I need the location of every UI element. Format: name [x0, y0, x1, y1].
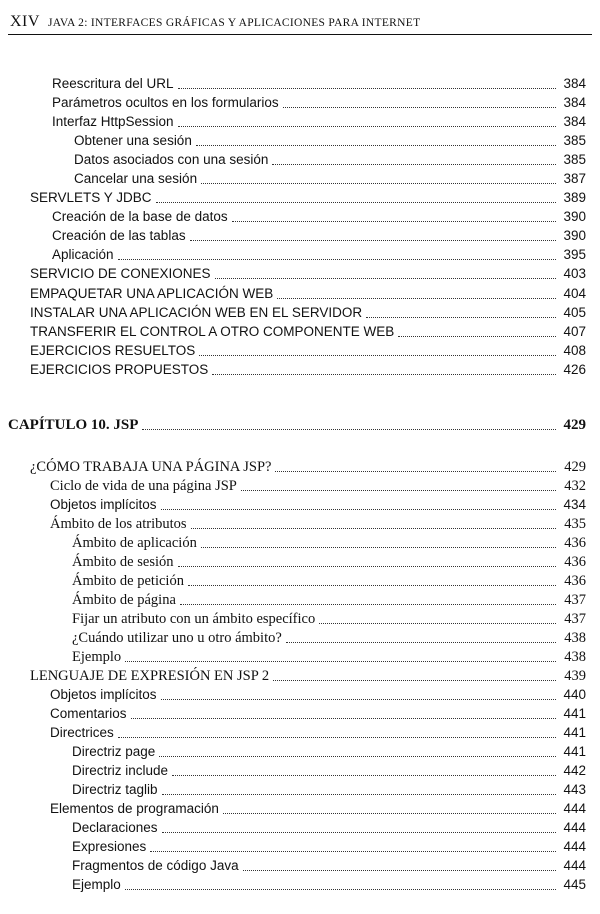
toc-entry[interactable]: INSTALAR UNA APLICACIÓN WEB EN EL SERVIDOR 405: [30, 305, 586, 320]
toc-entry[interactable]: Ámbito de petición 436: [72, 573, 586, 589]
toc-entry[interactable]: Elementos de programación 444: [50, 801, 586, 816]
toc-entry[interactable]: Ciclo de vida de una página JSP 432: [50, 478, 586, 494]
toc-entry[interactable]: Creación de la base de datos 390: [52, 209, 586, 224]
page-number: XIV: [10, 13, 40, 30]
toc-entry[interactable]: Aplicación 395: [52, 247, 586, 262]
toc-entry[interactable]: TRANSFERIR EL CONTROL A OTRO COMPONENTE WEB 407: [30, 324, 586, 339]
toc-entry[interactable]: Comentarios 441: [50, 706, 586, 721]
toc-entry[interactable]: Directriz page 441: [72, 744, 586, 759]
toc-entry[interactable]: EJERCICIOS RESUELTOS 408: [30, 343, 586, 358]
toc-entry[interactable]: Ámbito de página 437: [72, 592, 586, 608]
toc-entry[interactable]: ¿Cuándo utilizar uno u otro ámbito? 438: [72, 630, 586, 646]
toc-entry[interactable]: Ámbito de los atributos 435: [50, 516, 586, 532]
toc-entry[interactable]: Interfaz HttpSession 384: [52, 114, 586, 129]
toc-entry[interactable]: SERVLETS Y JDBC 389: [30, 190, 586, 205]
toc-entry[interactable]: Objetos implícitos 440: [50, 687, 586, 702]
toc-entry[interactable]: Directriz taglib 443: [72, 782, 586, 797]
toc-entry[interactable]: Fragmentos de código Java 444: [72, 858, 586, 873]
toc-entry[interactable]: Declaraciones 444: [72, 820, 586, 835]
running-title: JAVA 2: INTERFACES GRÁFICAS Y APLICACIONES PARA INTERNET: [48, 17, 421, 29]
chapter-heading[interactable]: CAPÍTULO 10. JSP 429: [8, 417, 586, 433]
toc-entry[interactable]: Expresiones 444: [72, 839, 586, 854]
toc-entry[interactable]: EMPAQUETAR UNA APLICACIÓN WEB 404: [30, 286, 586, 301]
toc-entry[interactable]: Parámetros ocultos en los formularios 384: [52, 95, 586, 110]
toc-entry[interactable]: Objetos implícitos 434: [50, 497, 586, 512]
toc-entry[interactable]: Reescritura del URL 384: [52, 76, 586, 91]
toc-entry[interactable]: SERVICIO DE CONEXIONES 403: [30, 266, 586, 281]
toc-entry[interactable]: Obtener una sesión 385: [74, 133, 586, 148]
toc-entry[interactable]: Ejemplo 438: [72, 649, 586, 665]
toc-entry[interactable]: Ejemplo 445: [72, 877, 586, 892]
toc-entry[interactable]: Cancelar una sesión 387: [74, 171, 586, 186]
toc-entry[interactable]: Fijar un atributo con un ámbito específico 437: [72, 611, 586, 627]
toc-entry[interactable]: ¿CÓMO TRABAJA UNA PÁGINA JSP? 429: [30, 459, 586, 475]
toc-entry[interactable]: Datos asociados con una sesión 385: [74, 152, 586, 167]
toc-entry[interactable]: LENGUAJE DE EXPRESIÓN EN JSP 2 439: [30, 668, 586, 684]
toc-entry[interactable]: Creación de las tablas 390: [52, 228, 586, 243]
toc-entry[interactable]: EJERCICIOS PROPUESTOS 426: [30, 362, 586, 377]
toc-entry[interactable]: Directrices 441: [50, 725, 586, 740]
toc-entry[interactable]: Ámbito de sesión 436: [72, 554, 586, 570]
toc-entry[interactable]: Directriz include 442: [72, 763, 586, 778]
toc-entry[interactable]: Ámbito de aplicación 436: [72, 535, 586, 551]
page-header: [8, 10, 592, 35]
